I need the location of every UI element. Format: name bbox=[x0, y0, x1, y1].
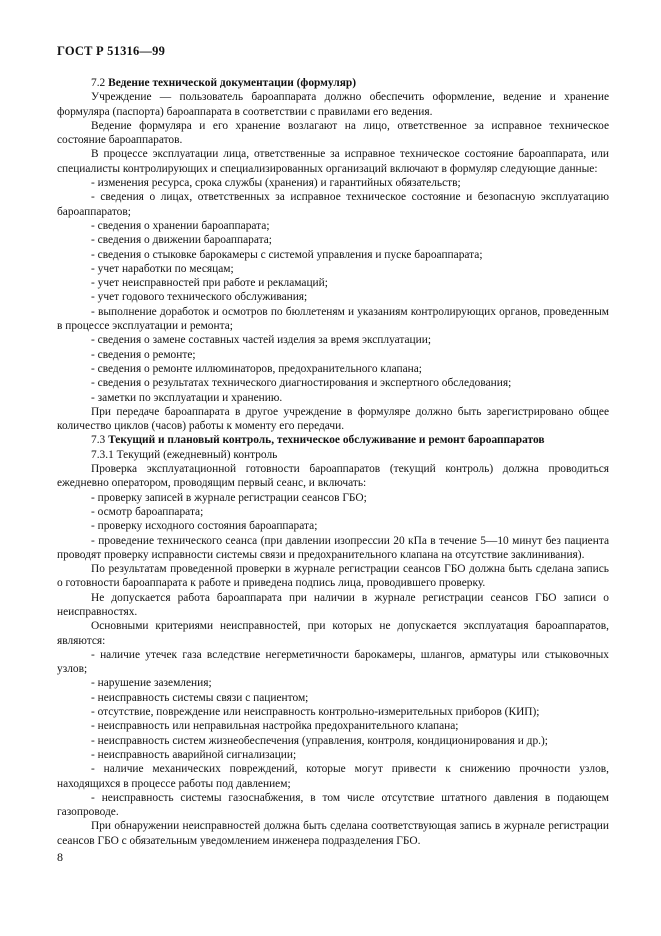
list-item: - сведения о хранении бароаппарата; bbox=[91, 219, 270, 232]
list-item: - проверку исходного состояния бароаппарата; bbox=[91, 520, 318, 533]
subsection-7-3-1-heading: 7.3.1 Текущий (ежедневный) контроль bbox=[91, 448, 278, 461]
section-7-3-number: 7.3 bbox=[91, 434, 106, 447]
section-7-2-number: 7.2 bbox=[91, 77, 106, 89]
list-item: - наличие механических повреждений, которые могут привести к снижению прочности узлов, находящихся в процессе работы под давлением; bbox=[57, 763, 609, 790]
list-item: - неисправность системы газоснабжения, в том числе отсутствие штатного давления в подающем газопроводе. bbox=[57, 791, 609, 819]
paragraph: Учреждение — пользователь бароаппарата должно обеспечить оформление, ведение и хранение формуляра (паспорта) бароаппарата в соответствии с правилами его ведения. bbox=[57, 91, 609, 118]
list-item: - учет годового технического обслуживания; bbox=[91, 291, 308, 304]
paragraph: Не допускается работа бароаппарата при наличии в журнале регистрации сеансов ГБО записи о неисправностях. bbox=[57, 591, 609, 618]
list-item: - осмотр бароаппарата; bbox=[91, 505, 204, 518]
paragraph: При обнаружении неисправностей должна быть сделана соответствующая запись в журнале регистрации сеансов ГБО с обязательным уведомлением инженера подразделения ГБО. bbox=[57, 820, 609, 847]
paragraph: Проверка эксплуатационной готовности бароаппаратов (текущий контроль) должна проводиться ежедневно оператором, проводящим первый сеанс, и включать: bbox=[57, 463, 609, 490]
list-item: - неисправность систем жизнеобеспечения (управления, контроля, кондиционирования и др.); bbox=[91, 734, 548, 747]
list-item: - проверку записей в журнале регистрации сеансов ГБО; bbox=[91, 491, 367, 504]
paragraph: При передаче бароаппарата в другое учреждение в формуляре должно быть зарегистрировано общее количество циклов (часов) работы к моменту его передачи. bbox=[57, 405, 609, 433]
list-item: - сведения о ремонте иллюминаторов, предохранительного клапана; bbox=[91, 362, 422, 375]
list-item: - неисправность системы связи с пациентом; bbox=[91, 691, 309, 704]
list-item: - учет неисправностей при работе и рекламаций; bbox=[91, 277, 328, 290]
paragraph: Ведение формуляра и его хранение возлагают на лицо, ответственное за исправное техническое состояние бароаппаратов. bbox=[57, 119, 609, 147]
paragraph: По результатам проведенной проверки в журнале регистрации сеансов ГБО должна быть сделана запись о готовности бароаппарата к работе и приведена подпись лица, проводившего проверку. bbox=[57, 563, 609, 590]
section-7-3-title: Текущий и плановый контроль, техническое обслуживание и ремонт бароаппаратов bbox=[108, 434, 545, 447]
list-item: - неисправность аварийной сигнализации; bbox=[91, 748, 297, 761]
list-item: - сведения о стыковке барокамеры с системой управления и пуске бароаппарата; bbox=[91, 248, 483, 261]
section-7-2-heading bbox=[57, 76, 609, 90]
paragraph: В процессе эксплуатации лица, ответственные за исправное техническое состояние бароаппарата, или специалисты контролирующих и специализированных организаций включают в формуляр следующие данные: bbox=[57, 148, 609, 175]
paragraph: Основными критериями неисправностей, при которых не допускается эксплуатация бароаппаратов, являются: bbox=[57, 620, 609, 647]
list-item: - изменения ресурса, срока службы (хранения) и гарантийных обязательств; bbox=[91, 177, 461, 190]
list-item: - сведения о замене составных частей изделия за время эксплуатации; bbox=[91, 334, 431, 347]
list-item: - сведения о результатах технического диагностирования и экспертного обследования; bbox=[91, 377, 512, 390]
list-item: - заметки по эксплуатации и хранению. bbox=[91, 391, 283, 404]
list-item: - наличие утечек газа вследствие негерметичности барокамеры, шлангов, арматуры или стыковочных узлов; bbox=[57, 648, 609, 676]
page-header-doc-id: ГОСТ Р 51316—99 bbox=[57, 44, 166, 58]
page-number: 8 bbox=[57, 850, 63, 864]
section-7-2-title: Ведение технической документации (формуляр) bbox=[108, 77, 357, 89]
list-item: - сведения о ремонте; bbox=[91, 348, 196, 361]
list-item: - проведение технического сеанса (при давлении изопрессии 20 кПа в течение 5—10 минут без пациента проводят проверку исправности системы связи и предохранительного клапана на отсутствие заклинивания). bbox=[57, 534, 609, 561]
document-body bbox=[57, 76, 609, 848]
list-item: - нарушение заземления; bbox=[91, 677, 212, 690]
section-7-3-heading bbox=[57, 433, 609, 447]
list-item: - выполнение доработок и осмотров по бюллетеням и указаниям контролирующих органов, проведенным в процессе эксплуатации и ремонта; bbox=[57, 305, 609, 333]
list-item: - учет наработки по месяцам; bbox=[91, 262, 234, 275]
list-item: - сведения о движении бароаппарата; bbox=[91, 234, 272, 247]
list-item: - неисправность или неправильная настройка предохранительного клапана; bbox=[91, 720, 459, 733]
list-item: - отсутствие, повреждение или неисправность контрольно-измерительных приборов (КИП); bbox=[91, 706, 540, 719]
list-item: - сведения о лицах, ответственных за исправное техническое состояние и безопасную эксплуатацию бароаппаратов; bbox=[57, 191, 609, 218]
